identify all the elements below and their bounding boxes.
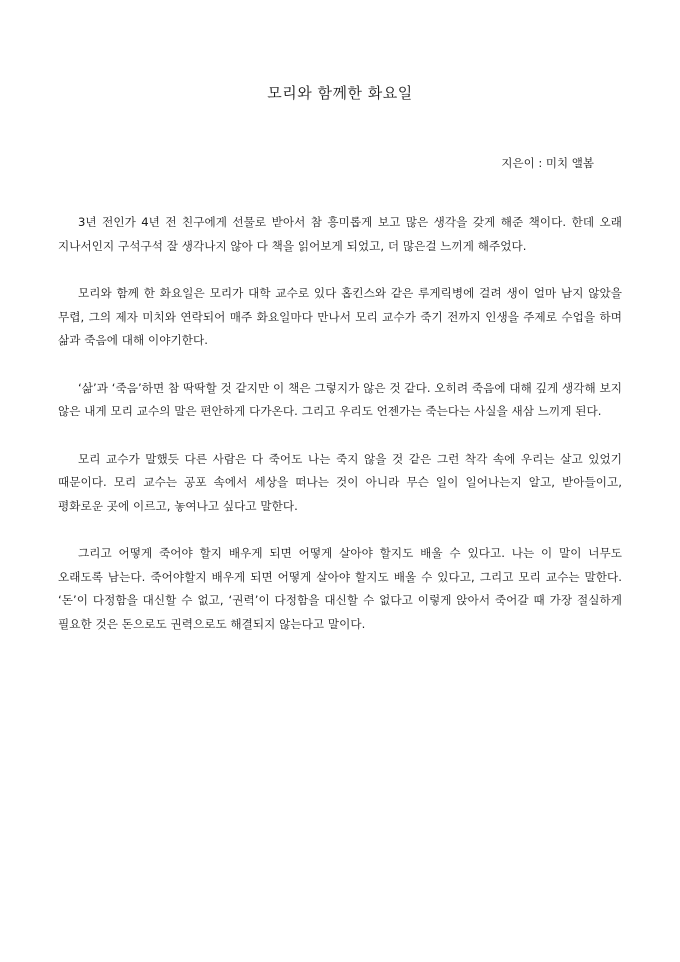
paragraph-2: 모리와 함께 한 화요일은 모리가 대학 교수로 있다 홉킨스와 같은 루게릭병에 걸려 생이 얼마 남지 않았을 무렵, 그의 제자 미치와 연락되어 매주 화요일마다 만나서 모리 교수가 죽기 전까지 인생을 주제로 수업을 하며 삶과 죽음에 대해 이야기한다. [58, 286, 622, 347]
document-title: 모리와 함께한 화요일 [267, 84, 413, 102]
paragraph-5: 그리고 어떻게 죽어야 할지 배우게 되면 어떻게 살아야 할지도 배울 수 있다고. 나는 이 말이 너무도 오래도록 남는다. 죽어야할지 배우게 되면 어떻게 살아야 할지도 배울 수 있다고, 그리고 모리 교수는 말한다. ‘돈’이 다정함을 대신할 수 없고, ‘권력’이 다정함을 대신할 수 없다고 이렇게 앉아서 죽어갈 때 가장 절실하게 필요한 것은 돈으로도 권력으로도 해결되지 않는다고 말이다. [58, 546, 622, 631]
paragraph-4: 모리 교수가 말했듯 다른 사람은 다 죽어도 나는 죽지 않을 것 같은 그런 착각 속에 우리는 살고 있었기 때문이다. 모리 교수는 공포 속에서 세상을 떠나는 것이 아니라 무슨 일이 일어나는지 알고, 받아들이고, 평화로운 곳에 이르고, 놓여나고 싶다고 말한다. [58, 451, 622, 513]
body-text [58, 211, 622, 660]
paragraph-3: ‘삶’과 ‘죽음’하면 참 딱딱할 것 같지만 이 책은 그렇지가 않은 것 같다. 오히려 죽음에 대해 깊게 생각해 보지 않은 내게 모리 교수의 말은 편안하게 다가온다. 그리고 우리도 언젠가는 죽는다는 사실을 새삼 느끼게 된다. [58, 380, 622, 418]
paragraph-1: 3년 전인가 4년 전 친구에게 선물로 받아서 참 흥미롭게 보고 많은 생각을 갖게 해준 책이다. 한데 오래 지나서인지 구석구석 잘 생각나지 않아 다 책을 읽어보게 되었고, 더 많은걸 느끼게 해주었다. [58, 215, 622, 253]
author-line: 지은이 : 미치 앨봄 [501, 156, 594, 170]
